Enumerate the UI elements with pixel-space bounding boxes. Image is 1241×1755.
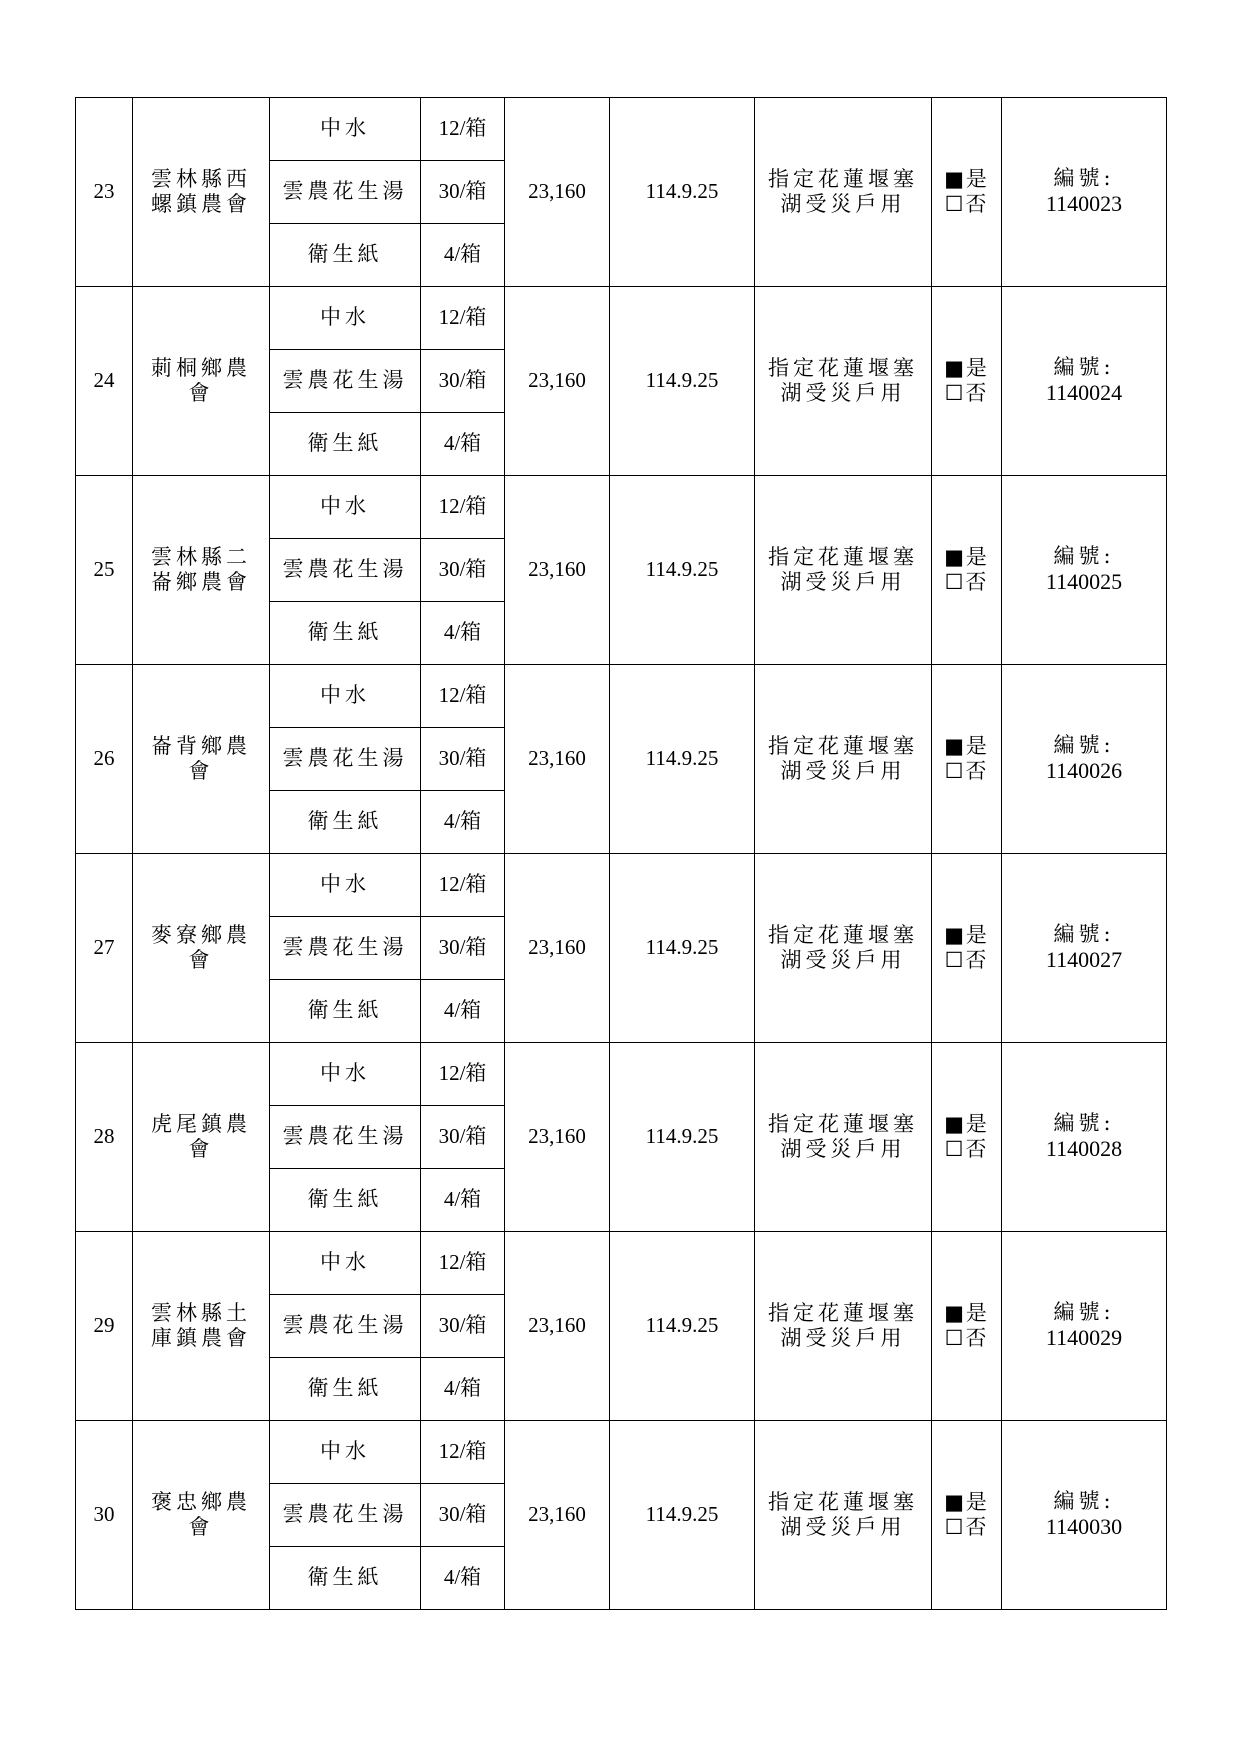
item-quantity: 12/箱 xyxy=(421,1232,505,1295)
purpose-line1: 指定花蓮堰塞 xyxy=(768,544,918,569)
organization-name-line1: 褒忠鄉農 xyxy=(151,1489,251,1514)
record-number: 26 xyxy=(76,665,133,854)
amount: 23,160 xyxy=(505,98,610,287)
serial-code-value: 1140027 xyxy=(1045,947,1123,973)
table-row xyxy=(76,665,1167,728)
serial-code-label: 編號: xyxy=(1053,922,1115,947)
serial-code xyxy=(1002,1043,1167,1232)
date: 114.9.25 xyxy=(610,98,755,287)
item-name: 雲農花生湯 xyxy=(270,1295,421,1358)
item-name: 雲農花生湯 xyxy=(270,917,421,980)
item-name: 衛生紙 xyxy=(270,224,421,287)
organization-name-line2: 庫鎮農會 xyxy=(151,1326,251,1350)
purpose xyxy=(755,1043,932,1232)
item-name: 中水 xyxy=(270,1421,421,1484)
item-quantity: 4/箱 xyxy=(421,413,505,476)
table-row xyxy=(76,1043,1167,1106)
yes-no-checkbox-group xyxy=(932,287,1002,476)
purpose-line2: 湖受災戶用 xyxy=(780,759,906,783)
yes-checkbox: ■是 xyxy=(944,355,989,380)
table-row xyxy=(76,854,1167,917)
serial-code-value: 1140028 xyxy=(1045,1136,1123,1162)
date: 114.9.25 xyxy=(610,1043,755,1232)
date: 114.9.25 xyxy=(610,476,755,665)
record-number: 29 xyxy=(76,1232,133,1421)
item-quantity: 12/箱 xyxy=(421,665,505,728)
item-name: 雲農花生湯 xyxy=(270,539,421,602)
yes-checkbox: ■是 xyxy=(944,733,989,758)
purpose xyxy=(755,1232,932,1421)
date: 114.9.25 xyxy=(610,1421,755,1610)
purpose-line2: 湖受災戶用 xyxy=(780,1326,906,1350)
item-name: 衛生紙 xyxy=(270,980,421,1043)
item-name: 雲農花生湯 xyxy=(270,728,421,791)
organization-name xyxy=(133,98,270,287)
serial-code xyxy=(1002,287,1167,476)
organization-name-line1: 麥寮鄉農 xyxy=(151,922,251,947)
table-row xyxy=(76,476,1167,539)
serial-code-label: 編號: xyxy=(1053,733,1115,758)
item-quantity: 30/箱 xyxy=(421,350,505,413)
item-name: 衛生紙 xyxy=(270,1169,421,1232)
organization-name-line2: 會 xyxy=(188,759,214,783)
item-name: 衛生紙 xyxy=(270,1547,421,1610)
item-name: 雲農花生湯 xyxy=(270,1106,421,1169)
yes-checkbox: ■是 xyxy=(944,166,989,191)
table-body xyxy=(76,98,1167,1610)
amount: 23,160 xyxy=(505,476,610,665)
table-row xyxy=(76,287,1167,350)
serial-code xyxy=(1002,476,1167,665)
record-number: 24 xyxy=(76,287,133,476)
purpose-line1: 指定花蓮堰塞 xyxy=(768,166,918,191)
item-quantity: 12/箱 xyxy=(421,476,505,539)
yes-checkbox: ■是 xyxy=(944,544,989,569)
no-checkbox: ☐否 xyxy=(944,1326,989,1350)
organization-name xyxy=(133,476,270,665)
amount: 23,160 xyxy=(505,1421,610,1610)
item-quantity: 4/箱 xyxy=(421,1169,505,1232)
organization-name-line1: 虎尾鎮農 xyxy=(151,1111,251,1136)
no-checkbox: ☐否 xyxy=(944,948,989,972)
yes-no-checkbox-group xyxy=(932,854,1002,1043)
purpose xyxy=(755,98,932,287)
purpose-line2: 湖受災戶用 xyxy=(780,570,906,594)
organization-name xyxy=(133,287,270,476)
serial-code xyxy=(1002,665,1167,854)
donation-table xyxy=(75,97,1167,1610)
item-quantity: 30/箱 xyxy=(421,161,505,224)
purpose-line1: 指定花蓮堰塞 xyxy=(768,1489,918,1514)
item-quantity: 4/箱 xyxy=(421,1358,505,1421)
organization-name-line2: 螺鎮農會 xyxy=(151,192,251,216)
serial-code-label: 編號: xyxy=(1053,166,1115,191)
yes-no-checkbox-group xyxy=(932,665,1002,854)
organization-name-line2: 會 xyxy=(188,948,214,972)
item-name: 雲農花生湯 xyxy=(270,1484,421,1547)
purpose xyxy=(755,287,932,476)
amount: 23,160 xyxy=(505,854,610,1043)
date: 114.9.25 xyxy=(610,287,755,476)
purpose xyxy=(755,476,932,665)
record-number: 30 xyxy=(76,1421,133,1610)
serial-code xyxy=(1002,854,1167,1043)
no-checkbox: ☐否 xyxy=(944,192,989,216)
yes-no-checkbox-group xyxy=(932,1043,1002,1232)
item-quantity: 30/箱 xyxy=(421,539,505,602)
purpose-line1: 指定花蓮堰塞 xyxy=(768,922,918,947)
item-quantity: 12/箱 xyxy=(421,854,505,917)
amount: 23,160 xyxy=(505,287,610,476)
no-checkbox: ☐否 xyxy=(944,570,989,594)
item-name: 中水 xyxy=(270,98,421,161)
serial-code xyxy=(1002,1232,1167,1421)
yes-checkbox: ■是 xyxy=(944,1111,989,1136)
item-name: 雲農花生湯 xyxy=(270,350,421,413)
serial-code xyxy=(1002,98,1167,287)
purpose-line1: 指定花蓮堰塞 xyxy=(768,1300,918,1325)
item-name: 衛生紙 xyxy=(270,1358,421,1421)
item-name: 中水 xyxy=(270,1043,421,1106)
amount: 23,160 xyxy=(505,1043,610,1232)
purpose xyxy=(755,854,932,1043)
serial-code-value: 1140026 xyxy=(1045,758,1123,784)
purpose xyxy=(755,665,932,854)
purpose-line1: 指定花蓮堰塞 xyxy=(768,1111,918,1136)
record-number: 27 xyxy=(76,854,133,1043)
table-row xyxy=(76,98,1167,161)
date: 114.9.25 xyxy=(610,854,755,1043)
record-number: 25 xyxy=(76,476,133,665)
serial-code-label: 編號: xyxy=(1053,544,1115,569)
purpose-line2: 湖受災戶用 xyxy=(780,381,906,405)
yes-no-checkbox-group xyxy=(932,98,1002,287)
organization-name xyxy=(133,1232,270,1421)
item-quantity: 30/箱 xyxy=(421,728,505,791)
purpose-line2: 湖受災戶用 xyxy=(780,1137,906,1161)
yes-checkbox: ■是 xyxy=(944,1300,989,1325)
organization-name-line1: 莿桐鄉農 xyxy=(151,355,251,380)
organization-name-line1: 雲林縣西 xyxy=(151,166,251,191)
item-quantity: 4/箱 xyxy=(421,602,505,665)
organization-name-line2: 會 xyxy=(188,1515,214,1539)
item-quantity: 4/箱 xyxy=(421,980,505,1043)
item-quantity: 12/箱 xyxy=(421,1421,505,1484)
organization-name-line2: 會 xyxy=(188,381,214,405)
item-quantity: 30/箱 xyxy=(421,1106,505,1169)
purpose-line2: 湖受災戶用 xyxy=(780,192,906,216)
amount: 23,160 xyxy=(505,665,610,854)
item-name: 衛生紙 xyxy=(270,791,421,854)
item-name: 衛生紙 xyxy=(270,602,421,665)
organization-name-line1: 雲林縣二 xyxy=(151,544,251,569)
no-checkbox: ☐否 xyxy=(944,759,989,783)
yes-checkbox: ■是 xyxy=(944,1489,989,1514)
table-row xyxy=(76,1232,1167,1295)
organization-name xyxy=(133,854,270,1043)
organization-name-line1: 崙背鄉農 xyxy=(151,733,251,758)
serial-code-label: 編號: xyxy=(1053,1111,1115,1136)
purpose-line1: 指定花蓮堰塞 xyxy=(768,733,918,758)
purpose-line1: 指定花蓮堰塞 xyxy=(768,355,918,380)
table-row xyxy=(76,1421,1167,1484)
purpose-line2: 湖受災戶用 xyxy=(780,948,906,972)
serial-code xyxy=(1002,1421,1167,1610)
item-quantity: 30/箱 xyxy=(421,917,505,980)
item-name: 中水 xyxy=(270,854,421,917)
yes-no-checkbox-group xyxy=(932,476,1002,665)
organization-name xyxy=(133,1421,270,1610)
item-name: 中水 xyxy=(270,1232,421,1295)
date: 114.9.25 xyxy=(610,665,755,854)
yes-no-checkbox-group xyxy=(932,1421,1002,1610)
amount: 23,160 xyxy=(505,1232,610,1421)
organization-name xyxy=(133,665,270,854)
item-quantity: 30/箱 xyxy=(421,1295,505,1358)
serial-code-value: 1140024 xyxy=(1045,380,1123,406)
purpose xyxy=(755,1421,932,1610)
organization-name-line2: 會 xyxy=(188,1137,214,1161)
item-quantity: 4/箱 xyxy=(421,224,505,287)
item-quantity: 4/箱 xyxy=(421,1547,505,1610)
item-name: 中水 xyxy=(270,476,421,539)
serial-code-label: 編號: xyxy=(1053,355,1115,380)
record-number: 23 xyxy=(76,98,133,287)
item-name: 中水 xyxy=(270,665,421,728)
item-quantity: 4/箱 xyxy=(421,791,505,854)
item-quantity: 12/箱 xyxy=(421,98,505,161)
serial-code-value: 1140025 xyxy=(1045,569,1123,595)
item-quantity: 30/箱 xyxy=(421,1484,505,1547)
item-name: 衛生紙 xyxy=(270,413,421,476)
item-name: 雲農花生湯 xyxy=(270,161,421,224)
organization-name-line1: 雲林縣土 xyxy=(151,1300,251,1325)
serial-code-label: 編號: xyxy=(1053,1489,1115,1514)
purpose-line2: 湖受災戶用 xyxy=(780,1515,906,1539)
organization-name-line2: 崙鄉農會 xyxy=(151,570,251,594)
item-quantity: 12/箱 xyxy=(421,1043,505,1106)
serial-code-label: 編號: xyxy=(1053,1300,1115,1325)
record-number: 28 xyxy=(76,1043,133,1232)
date: 114.9.25 xyxy=(610,1232,755,1421)
no-checkbox: ☐否 xyxy=(944,381,989,405)
serial-code-value: 1140023 xyxy=(1045,191,1123,217)
organization-name xyxy=(133,1043,270,1232)
yes-checkbox: ■是 xyxy=(944,922,989,947)
no-checkbox: ☐否 xyxy=(944,1137,989,1161)
item-quantity: 12/箱 xyxy=(421,287,505,350)
yes-no-checkbox-group xyxy=(932,1232,1002,1421)
serial-code-value: 1140029 xyxy=(1045,1325,1123,1351)
no-checkbox: ☐否 xyxy=(944,1515,989,1539)
item-name: 中水 xyxy=(270,287,421,350)
serial-code-value: 1140030 xyxy=(1045,1514,1123,1540)
